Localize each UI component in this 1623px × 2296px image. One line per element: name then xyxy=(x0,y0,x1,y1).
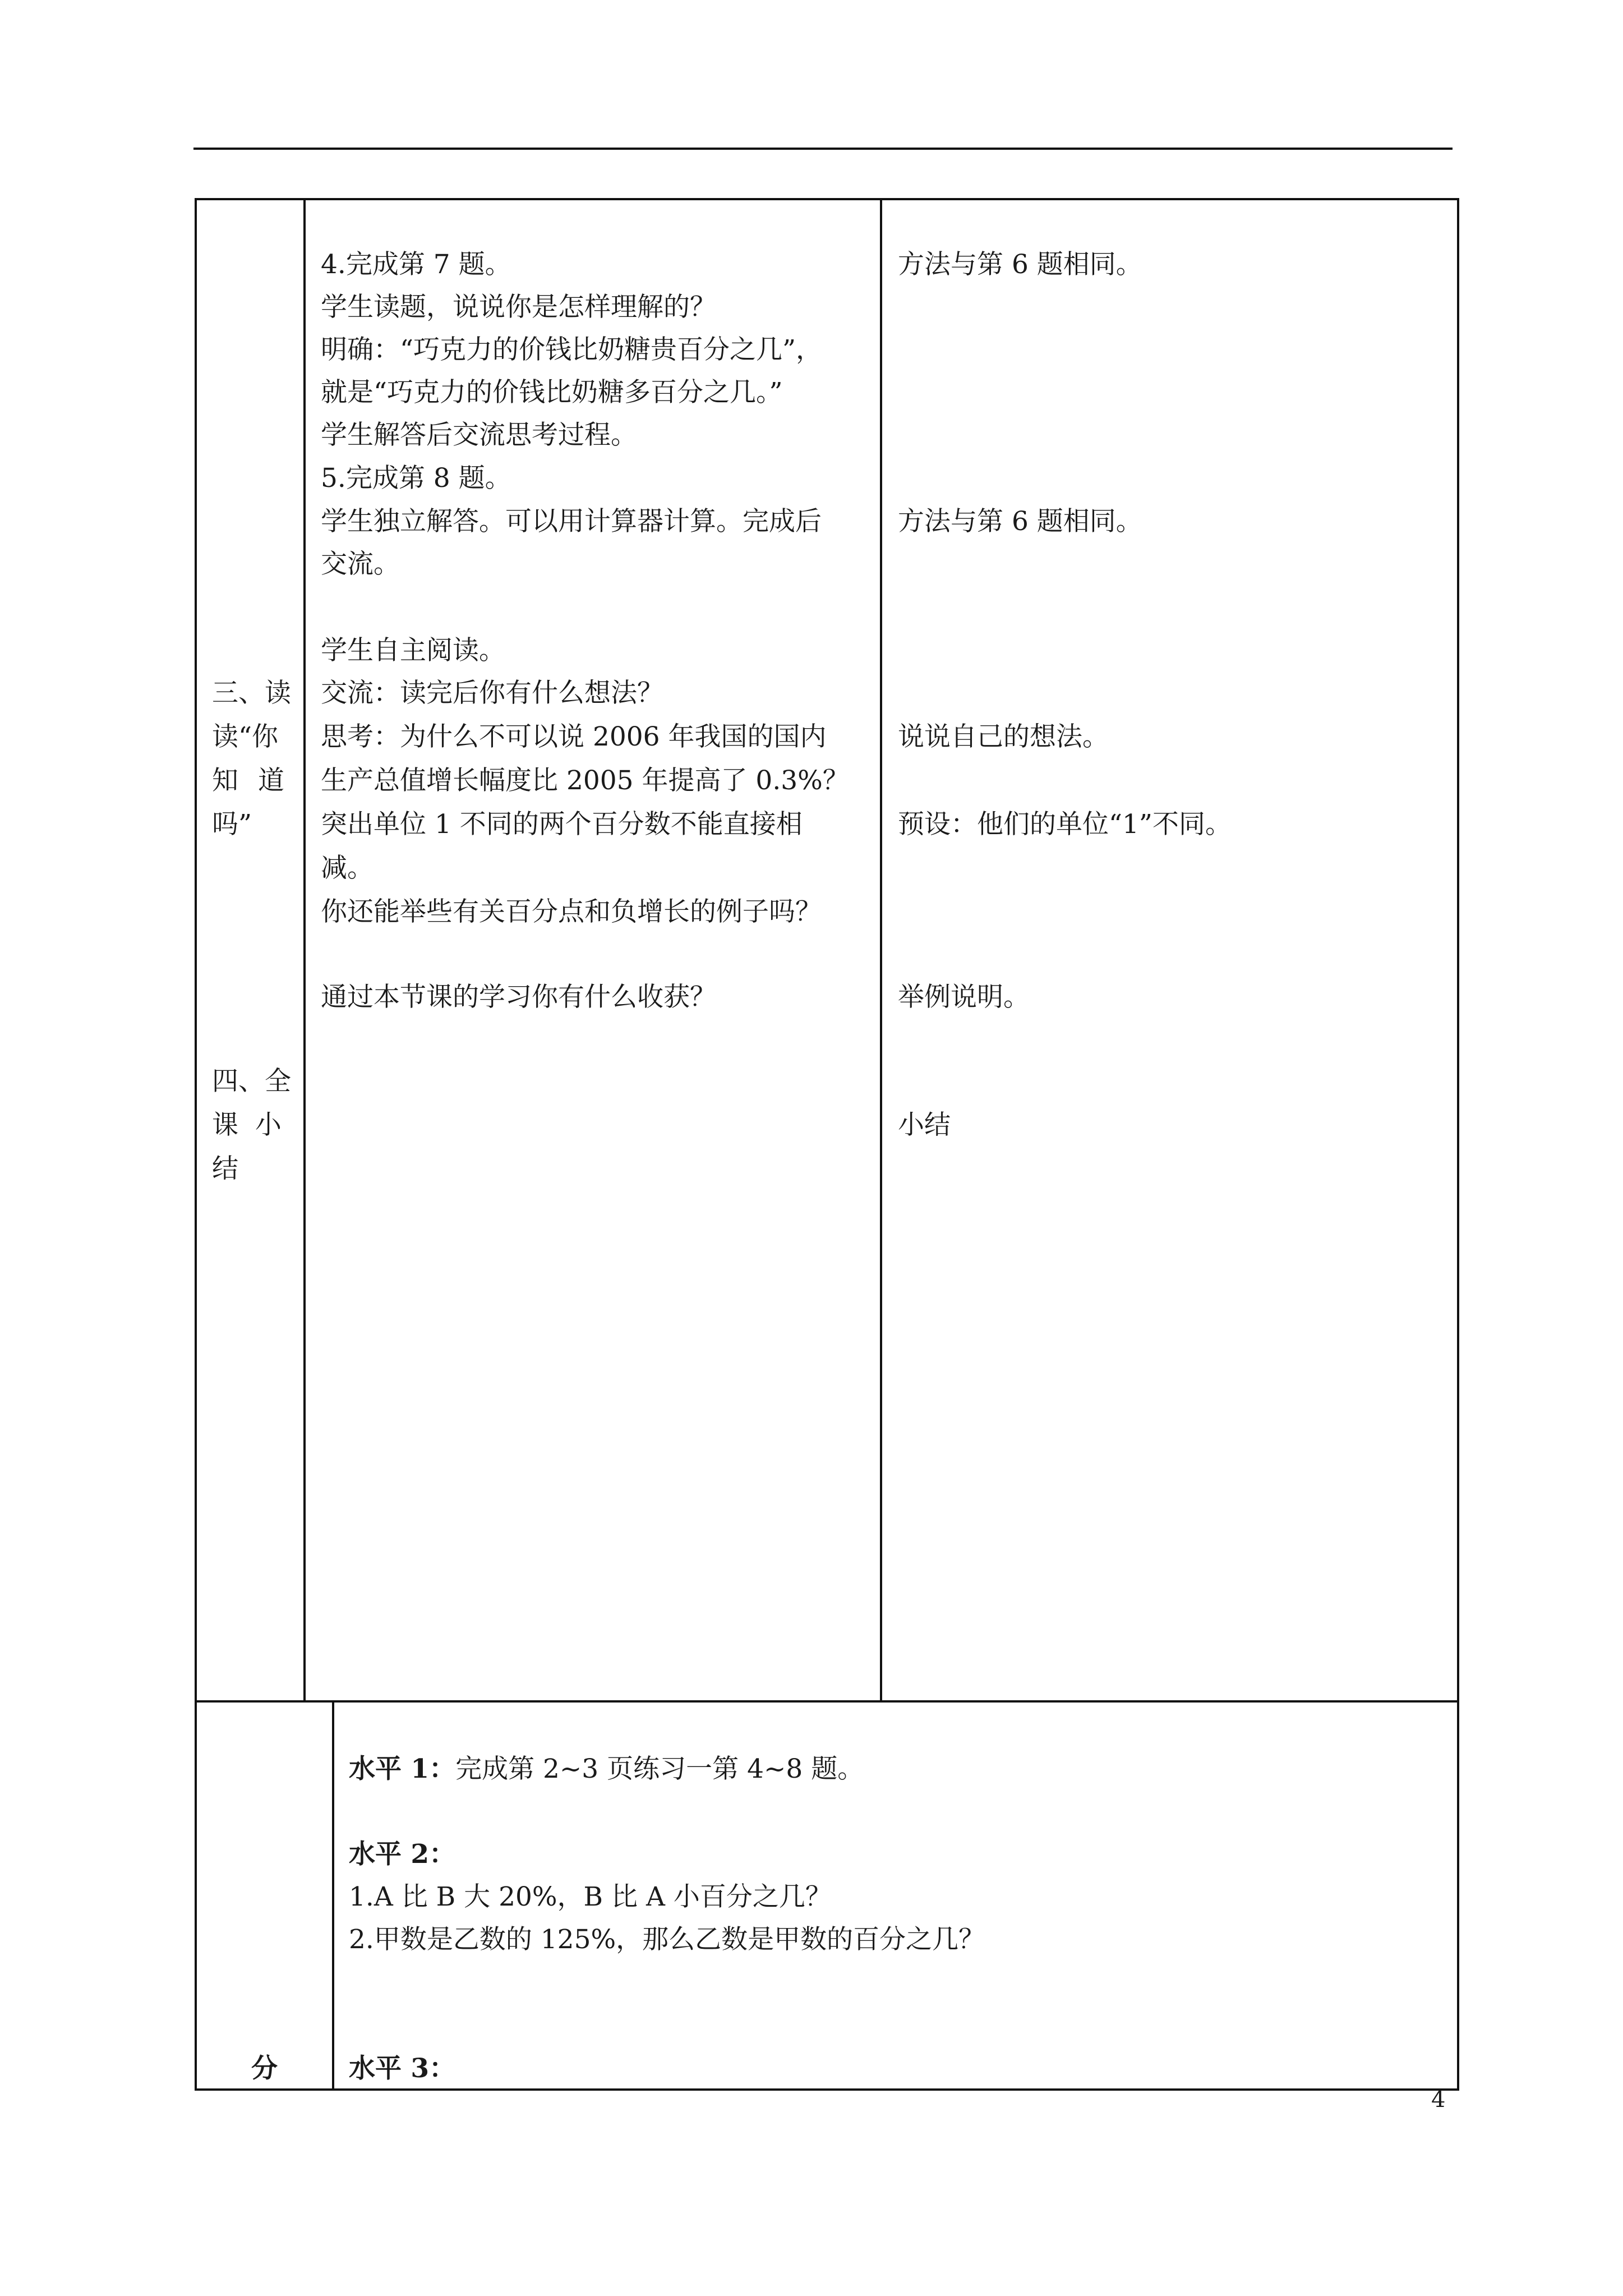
section-label: 吗” xyxy=(212,809,252,840)
section-label: 四、全 xyxy=(212,1066,291,1097)
level1-text: 完成第 2~3 页练习一第 4~8 题。 xyxy=(455,1754,864,1784)
activity-line: 交流：读完后你有什么想法？ xyxy=(321,678,663,708)
activity-line: 学生解答后交流思考过程。 xyxy=(321,420,637,450)
activity-line: 就是“巧克力的价钱比奶糖多百分之几。” xyxy=(321,377,783,408)
homework-left-label: 分 xyxy=(251,2053,278,2084)
homework-table-divider xyxy=(332,1700,334,2091)
activity-line: 生产总值增长幅度比 2005 年提高了 0.3%？ xyxy=(321,765,849,796)
section-label: 读“你 xyxy=(212,721,279,752)
level3-label: 水平 3： xyxy=(349,2053,456,2084)
section-label: 三、读 xyxy=(212,678,291,708)
activity-line: 通过本节课的学习你有什么收获？ xyxy=(321,982,716,1013)
level2-item: 1.A 比 B 大 20%，B 比 A 小百分之几？ xyxy=(349,1881,832,1912)
section-label: 知 道 xyxy=(212,765,284,796)
level1-label: 水平 1： xyxy=(349,1754,456,1784)
activity-line: 你还能举些有关百分点和负增长的例子吗？ xyxy=(321,896,822,927)
activity-line: 减。 xyxy=(321,853,374,884)
activity-line: 明确：“巧克力的价钱比奶糖贵百分之几”， xyxy=(321,334,823,365)
note-line: 预设：他们的单位“1”不同。 xyxy=(898,809,1232,840)
lesson-table-divider-2 xyxy=(880,198,882,1703)
note-line: 方法与第 6 题相同。 xyxy=(898,506,1142,537)
activity-line: 学生读题，说说你是怎样理解的？ xyxy=(321,292,716,323)
note-line: 小结 xyxy=(898,1110,951,1140)
activity-line: 学生独立解答。可以用计算器计算。完成后 xyxy=(321,506,822,537)
activity-line: 突出单位 1 不同的两个百分数不能直接相 xyxy=(321,809,803,840)
note-line: 方法与第 6 题相同。 xyxy=(898,249,1142,280)
level2-label: 水平 2： xyxy=(349,1839,456,1870)
lesson-table-divider-1 xyxy=(303,198,306,1703)
header-rule xyxy=(193,148,1453,150)
activity-line: 思考：为什么不可以说 2006 年我国的国内 xyxy=(321,721,827,752)
level2-item: 2.甲数是乙数的 125%，那么乙数是甲数的百分之几？ xyxy=(349,1924,985,1955)
section-label: 课 小 xyxy=(212,1110,282,1140)
level1-line xyxy=(349,1748,864,1791)
activity-line: 4.完成第 7 题。 xyxy=(321,249,511,280)
activity-line: 交流。 xyxy=(321,549,400,579)
activity-line: 5.完成第 8 题。 xyxy=(321,463,511,494)
section-label: 结 xyxy=(212,1153,238,1184)
activity-line: 学生自主阅读。 xyxy=(321,635,505,666)
page-number: 4 xyxy=(1431,2087,1446,2113)
note-line: 说说自己的想法。 xyxy=(898,721,1109,752)
note-line: 举例说明。 xyxy=(898,982,1030,1013)
